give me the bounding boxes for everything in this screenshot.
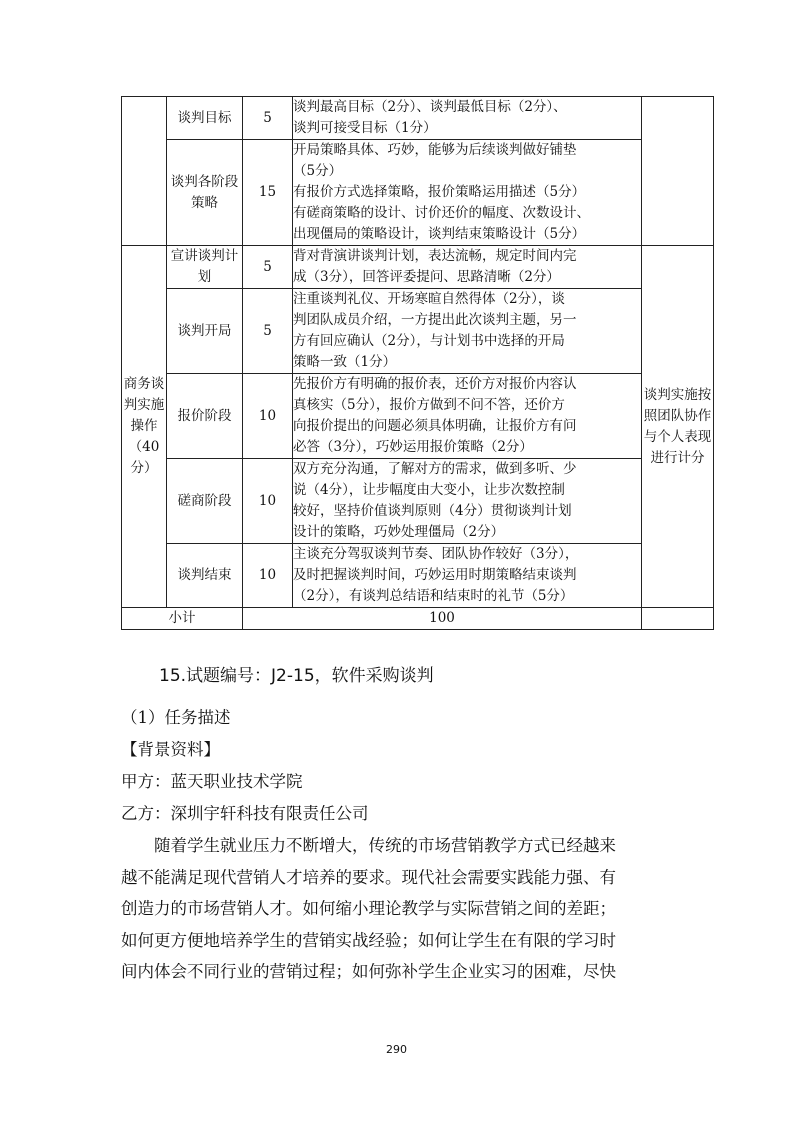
scoring-table bbox=[121, 96, 714, 630]
subtotal-empty-cell bbox=[642, 608, 714, 630]
table-row bbox=[122, 97, 714, 140]
criteria-cell bbox=[293, 544, 642, 608]
item-cell: 谈判开局 bbox=[167, 289, 243, 374]
criteria-line: 出现僵局的策略设计，谈判结束策略设计（5分） bbox=[293, 226, 586, 242]
criteria-line: 向报价提出的问题必须具体明确，让报价方有问 bbox=[293, 418, 577, 434]
task-title: （1）任务描述 bbox=[121, 708, 231, 727]
criteria-cell bbox=[293, 289, 642, 374]
body-line: 如何更方便地培养学生的营销实战经验；如何让学生在有限的学习时 bbox=[121, 930, 616, 950]
body-paragraph bbox=[121, 830, 676, 988]
criteria-line: 方有回应确认（2分），与计划书中选择的开局 bbox=[293, 333, 565, 349]
section-cell: 商务谈判实施操作（40分） bbox=[122, 246, 167, 608]
criteria-line: 谈判可接受目标（1分） bbox=[293, 120, 437, 136]
criteria-line: 及时把握谈判时间，巧妙运用时期策略结束谈判 bbox=[293, 567, 577, 583]
criteria-line: 策略一致（1分） bbox=[293, 354, 397, 370]
criteria-line: 先报价方有明确的报价表，还价方对报价内容认 bbox=[293, 376, 577, 392]
question-heading: 15.试题编号：J2-15，软件采购谈判 bbox=[159, 666, 434, 686]
criteria-line: 设计的策略，巧妙处理僵局（2分） bbox=[293, 524, 505, 540]
criteria-line: 开局策略具体、巧妙，能够为后续谈判做好铺垫 bbox=[293, 142, 577, 158]
score-cell: 5 bbox=[243, 246, 293, 289]
body-line: 间内体会不同行业的营销过程；如何弥补学生企业实习的困难，尽快 bbox=[121, 962, 616, 981]
item-cell: 谈判各阶段策略 bbox=[167, 140, 243, 246]
criteria-line: 必答（3分），巧妙运用报价策略（2分） bbox=[293, 439, 533, 455]
criteria-line: 较好，坚持价值谈判原则（4分）贯彻谈判计划 bbox=[293, 503, 572, 519]
score-cell: 5 bbox=[243, 289, 293, 374]
score-cell: 5 bbox=[243, 97, 293, 140]
table-row bbox=[122, 140, 714, 246]
score-cell: 10 bbox=[243, 459, 293, 544]
party-a: 甲方：蓝天职业技术学院 bbox=[121, 772, 303, 791]
score-cell: 10 bbox=[243, 374, 293, 459]
criteria-line: 谈判最高目标（2分）、谈判最低目标（2分）、 bbox=[293, 99, 567, 115]
subtotal-label: 小计 bbox=[122, 608, 243, 630]
party-b: 乙方：深圳宇轩科技有限责任公司 bbox=[121, 804, 369, 823]
criteria-line: 有报价方式选择策略，报价策略运用描述（5分） bbox=[293, 184, 586, 200]
table-row bbox=[122, 374, 714, 459]
item-cell: 磋商阶段 bbox=[167, 459, 243, 544]
criteria-line: 有磋商策略的设计、讨价还价的幅度、次数设计、 bbox=[293, 205, 590, 221]
criteria-line: 成（3分），回答评委提问、思路清晰（2分） bbox=[293, 269, 560, 285]
item-cell: 谈判目标 bbox=[167, 97, 243, 140]
method-cell-empty bbox=[642, 97, 714, 246]
criteria-line: 判团队成员介绍，一方提出此次谈判主题，另一 bbox=[293, 312, 577, 328]
criteria-line: 注重谈判礼仪、开场寒暄自然得体（2分），谈 bbox=[293, 291, 565, 307]
method-cell: 谈判实施按照团队协作与个人表现进行计分 bbox=[642, 246, 714, 608]
criteria-line: （5分） bbox=[293, 163, 343, 179]
score-cell: 10 bbox=[243, 544, 293, 608]
page-number: 290 bbox=[386, 1043, 407, 1056]
background-title: 【背景资料】 bbox=[121, 740, 220, 759]
table-row bbox=[122, 289, 714, 374]
table-row bbox=[122, 246, 714, 289]
criteria-cell bbox=[293, 459, 642, 544]
table-row bbox=[122, 459, 714, 544]
body-line: 随着学生就业压力不断增大，传统的市场营销教学方式已经越来 bbox=[121, 836, 616, 855]
item-cell: 宣讲谈判计划 bbox=[167, 246, 243, 289]
criteria-line: 真核实（5分），报价方做到不问不答，还价方 bbox=[293, 397, 565, 413]
criteria-cell bbox=[293, 97, 642, 140]
subtotal-value: 100 bbox=[243, 608, 642, 630]
subtotal-row bbox=[122, 608, 714, 630]
item-cell: 报价阶段 bbox=[167, 374, 243, 459]
criteria-cell bbox=[293, 374, 642, 459]
item-cell: 谈判结束 bbox=[167, 544, 243, 608]
criteria-cell bbox=[293, 140, 642, 246]
table-row bbox=[122, 544, 714, 608]
body-line: 越不能满足现代营销人才培养的要求。现代社会需要实践能力强、有 bbox=[121, 867, 616, 887]
score-cell: 15 bbox=[243, 140, 293, 246]
section-cell-empty bbox=[122, 97, 167, 246]
criteria-line: 背对背演讲谈判计划，表达流畅，规定时间内完 bbox=[293, 248, 577, 264]
criteria-line: 双方充分沟通，了解对方的需求，做到多听、少 bbox=[293, 461, 577, 477]
criteria-line: 主谈充分驾驭谈判节奏、团队协作较好（3分）， bbox=[293, 546, 579, 562]
criteria-line: 说（4分），让步幅度由大变小，让步次数控制 bbox=[293, 482, 565, 498]
body-line: 创造力的市场营销人才。如何缩小理论教学与实际营销之间的差距； bbox=[121, 899, 616, 918]
criteria-line: （2分），有谈判总结语和结束时的礼节（5分） bbox=[293, 588, 574, 604]
criteria-cell bbox=[293, 246, 642, 289]
